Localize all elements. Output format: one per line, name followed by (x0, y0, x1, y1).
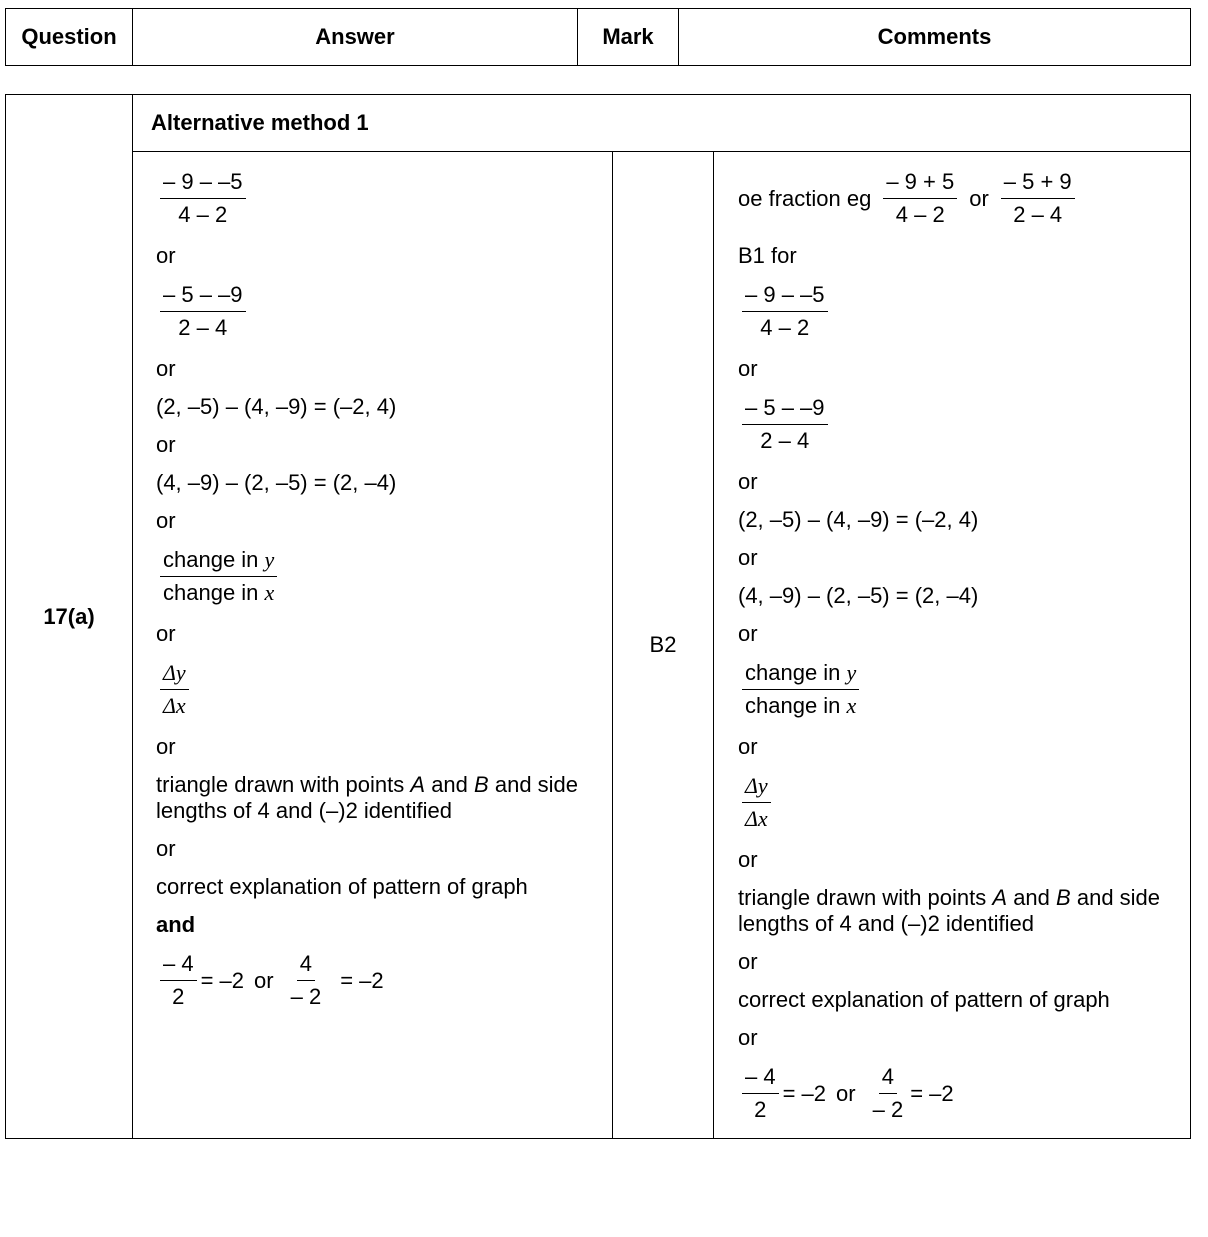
or-text: or (738, 734, 758, 759)
method-title: Alternative method 1 (133, 95, 1191, 152)
or-text: or (738, 469, 758, 494)
answer-vector-2: (4, –9) – (2, –5) = (2, –4) (156, 470, 397, 495)
or-text: or (738, 545, 758, 570)
or-text: or (156, 508, 176, 533)
or-text: or (156, 734, 176, 759)
answer-final-result: $\frac{- 4}{2}$ = –2 or $\frac{4}{- 2}$ = –2 (156, 950, 600, 1011)
comment-vector-2: (4, –9) – (2, –5) = (2, –4) (738, 583, 979, 608)
header-comments: Comments (679, 9, 1191, 66)
comment-delta-fraction: $\frac{\Delta y}{\Delta x}$ (738, 772, 775, 833)
comment-triangle-text: triangle drawn with points A and B and side lengths of 4 and (–)2 identified (738, 885, 1161, 936)
or-text: or (156, 621, 176, 646)
comment-final-result: $\frac{- 4}{2}$ = –2 or $\frac{4}{- 2}$ = –2 (738, 1063, 1182, 1124)
header-question: Question (6, 9, 133, 66)
comment-b1-for: B1 for (738, 243, 797, 268)
comment-fraction-1: $\frac{- 9 - -5}{4 - 2}$ (738, 281, 832, 342)
comment-vector-1: (2, –5) – (4, –9) = (–2, 4) (738, 507, 979, 532)
mark-scheme-table (5, 94, 1191, 1139)
comment-change-fraction: $\frac{\text{change in y}}{\text{change in x}}$ (738, 659, 863, 720)
answer-cell (133, 152, 613, 1139)
or-text: or (738, 621, 758, 646)
answer-fraction-2: $\frac{- 5 - -9}{2 - 4}$ (156, 281, 250, 342)
header-table (5, 8, 1191, 66)
or-text: or (156, 432, 176, 457)
answer-delta-fraction: $\frac{\Delta y}{\Delta x}$ (156, 659, 193, 720)
or-text: or (738, 949, 758, 974)
comment-oe-line: oe fraction eg $\frac{- 9 + 5}{4 - 2}$ or $\frac{- 5 + 9}{2 - 4}$ (738, 168, 1182, 229)
answer-vector-1: (2, –5) – (4, –9) = (–2, 4) (156, 394, 397, 419)
or-text: or (738, 847, 758, 872)
header-answer: Answer (133, 9, 578, 66)
comment-explanation: correct explanation of pattern of graph (738, 987, 1110, 1012)
comment-fraction-2: $\frac{- 5 - -9}{2 - 4}$ (738, 394, 832, 455)
or-text: or (738, 356, 758, 381)
comments-cell (714, 152, 1191, 1139)
or-text: or (738, 1025, 758, 1050)
answer-triangle-text: triangle drawn with points A and B and side lengths of 4 and (–)2 identified (156, 772, 579, 823)
answer-explanation: correct explanation of pattern of graph (156, 874, 528, 899)
answer-change-fraction: $\frac{\text{change in y}}{\text{change in x}}$ (156, 546, 281, 607)
and-text: and (156, 912, 196, 937)
or-text: or (156, 356, 176, 381)
or-text: or (156, 836, 176, 861)
question-number: 17(a) (6, 95, 133, 1139)
answer-fraction-1: $\frac{- 9 - -5}{4 - 2}$ (156, 168, 250, 229)
header-mark: Mark (578, 9, 679, 66)
or-text: or (156, 243, 176, 268)
mark-cell: B2 (613, 152, 714, 1139)
